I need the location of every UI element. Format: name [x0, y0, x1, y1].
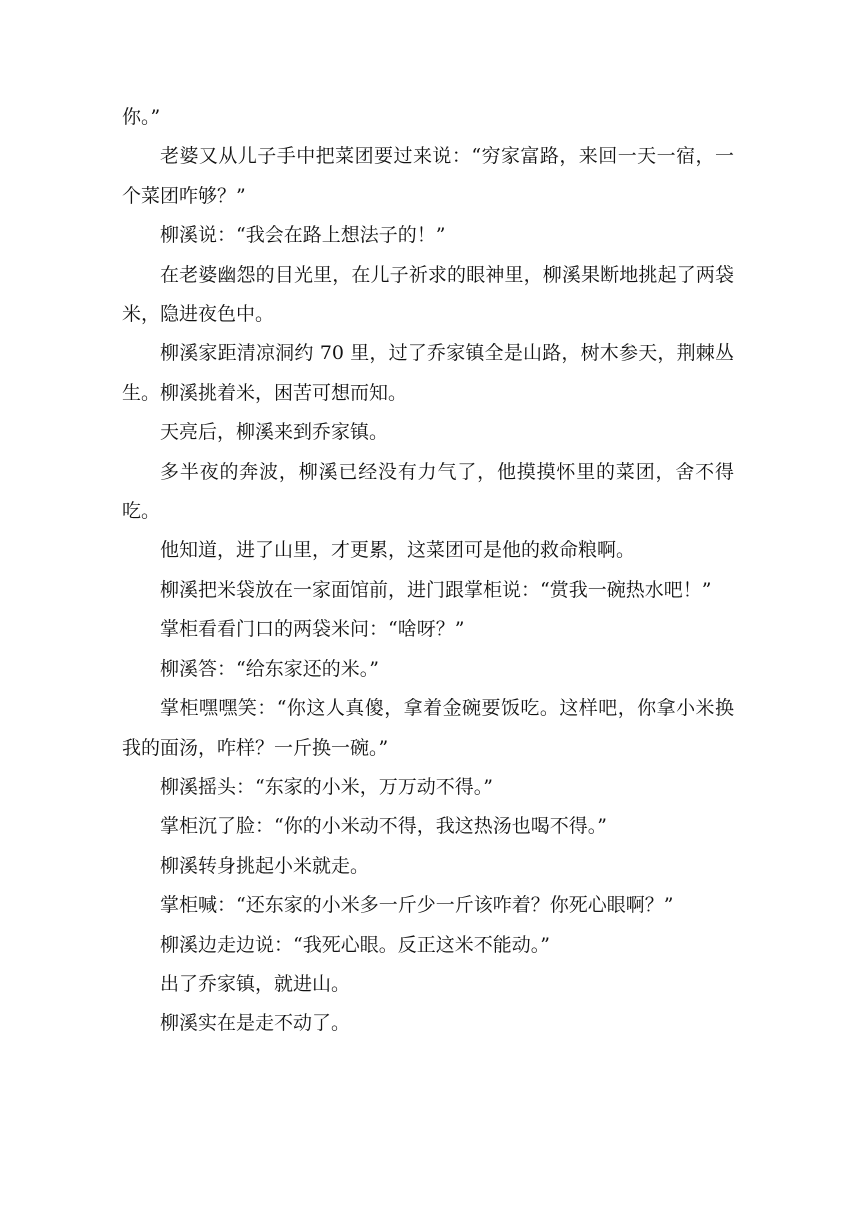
paragraph: 掌柜嘿嘿笑：“你这人真傻，拿着金碗要饭吃。这样吧，你拿小米换我的面汤，咋样？一斤换一碗。”: [122, 697, 734, 759]
paragraph: 掌柜沉了脸：“你的小米动不得，我这热汤也喝不得。”: [160, 815, 607, 838]
paragraph: 柳溪家距清凉洞约 70 里，过了乔家镇全是山路，树木参天，荆棘丛生。柳溪挑着米，困苦可想而知。: [122, 342, 734, 404]
paragraph: 在老婆幽怨的目光里，在儿子祈求的眼神里，柳溪果断地挑起了两袋米，隐进夜色中。: [122, 263, 734, 326]
paragraph: 老婆又从儿子手中把菜团要过来说：“穷家富路，来回一天一宿，一个菜团咋够？”: [122, 145, 734, 207]
paragraph: 柳溪把米袋放在一家面馆前，进门跟掌柜说：“赏我一碗热水吧！”: [160, 578, 712, 601]
paragraph: 柳溪说：“我会在路上想法子的！”: [160, 224, 446, 247]
paragraph: 他知道，进了山里，才更累，这菜团可是他的救命粮啊。: [160, 539, 636, 562]
paragraph: 柳溪转身挑起小米就走。: [160, 854, 370, 877]
paragraph: 你。”: [122, 106, 161, 128]
paragraph: 掌柜看看门口的两袋米问：“啥呀？”: [160, 618, 465, 641]
paragraph: 柳溪摇头：“东家的小米，万万动不得。”: [160, 775, 493, 798]
paragraph: 多半夜的奔波，柳溪已经没有力气了，他摸摸怀里的菜团，舍不得吃。: [122, 460, 734, 523]
paragraph: 天亮后，柳溪来到乔家镇。: [160, 421, 389, 444]
paragraph: 柳溪边走边说：“我死心眼。反正这米不能动。”: [160, 933, 550, 956]
paragraph: 出了乔家镇，就进山。: [160, 972, 351, 995]
paragraph: 掌柜喊：“还东家的小米多一斤少一斤该咋着？你死心眼啊？”: [160, 894, 674, 917]
story-text: [122, 98, 734, 1044]
paragraph: 柳溪实在是走不动了。: [160, 1012, 351, 1035]
paragraph: 柳溪答：“给东家还的米。”: [160, 657, 379, 680]
